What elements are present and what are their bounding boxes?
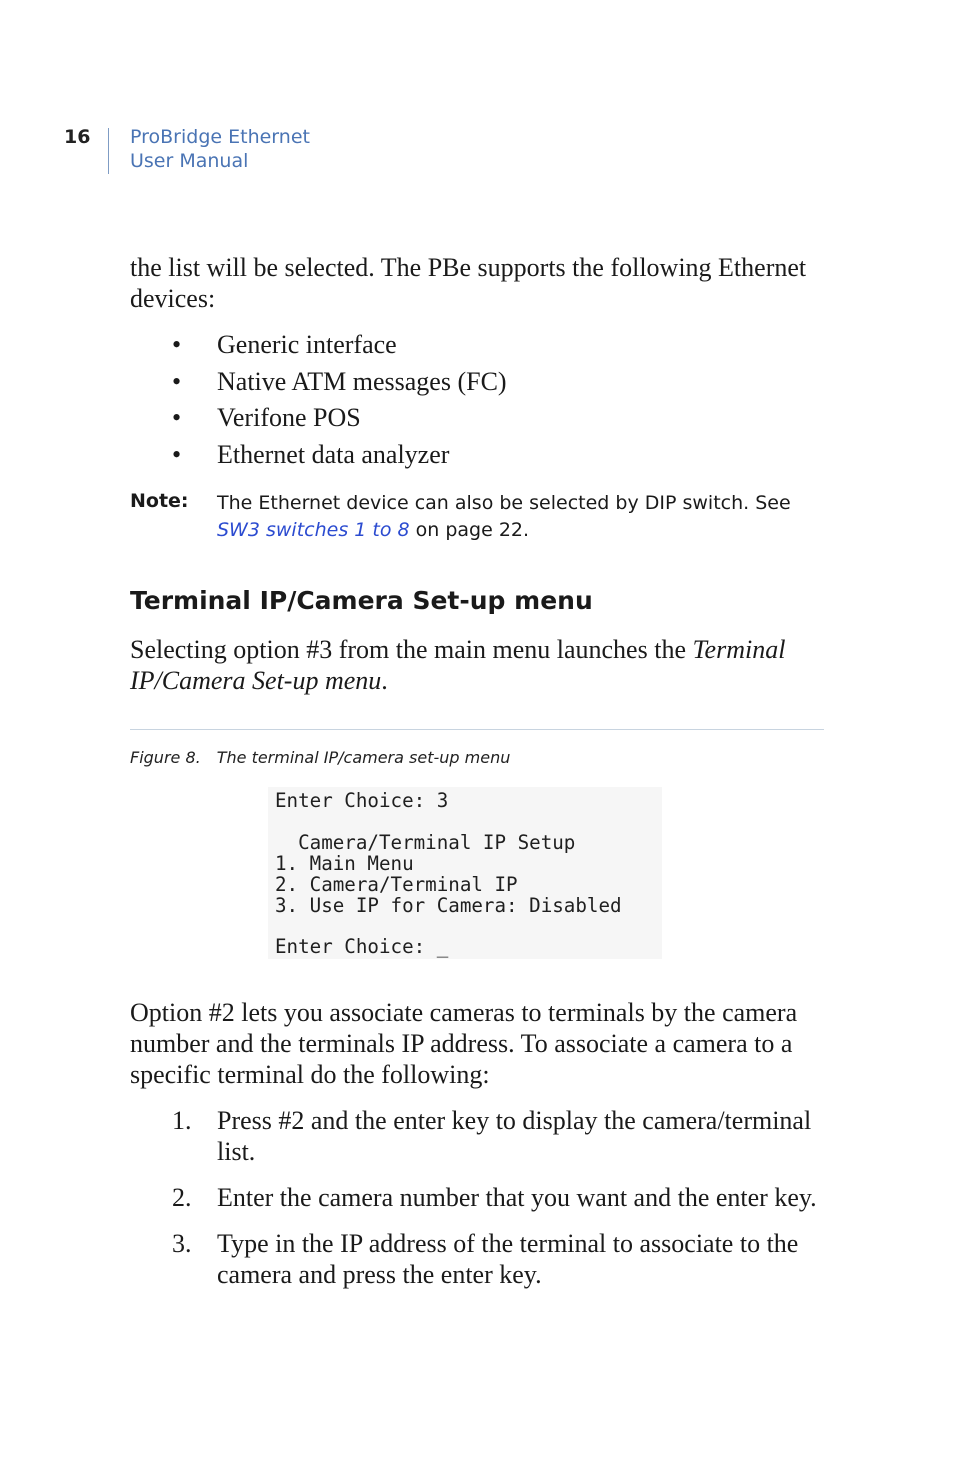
- note-text-before: The Ethernet device can also be selected by DIP switch. See: [217, 492, 791, 514]
- option-paragraph: Option #2 lets you associate cameras to terminals by the camera number and the terminals IP address. To associate a camera to a specific terminal do the following:: [130, 998, 798, 1089]
- list-item-text: Native ATM messages (FC): [217, 366, 507, 396]
- bullet: •: [172, 403, 182, 432]
- bullet: •: [172, 366, 182, 396]
- section-paragraph: [130, 634, 830, 696]
- step-number: 2.: [172, 1183, 192, 1212]
- list-item-text: Verifone POS: [217, 403, 361, 432]
- step-text: Enter the camera number that you want and the enter key.: [217, 1183, 817, 1212]
- terminal-line: 2. Camera/Terminal IP: [275, 873, 518, 896]
- terminal-line: 3. Use IP for Camera: Disabled: [275, 894, 622, 917]
- figure-divider: [130, 729, 824, 730]
- header-divider: [108, 128, 109, 174]
- list-item-text: Generic interface: [217, 330, 397, 359]
- section-heading: Terminal IP/Camera Set-up menu: [130, 586, 593, 615]
- terminal-line: 1. Main Menu: [275, 852, 414, 875]
- figure-title: The terminal IP/camera set-up menu: [216, 748, 511, 767]
- menu-name-emphasis: Terminal IP/Camera Set-up menu: [130, 635, 786, 695]
- figure-number: Figure 8.: [130, 748, 201, 767]
- intro-paragraph: the list will be selected. The PBe supports the following Ethernet devices:: [130, 253, 807, 313]
- section-para-before: Selecting option #3 from the main menu launches the: [130, 635, 693, 664]
- doc-title-line1: ProBridge Ethernet: [130, 126, 310, 148]
- note-label: Note:: [130, 490, 189, 512]
- page-number: 16: [64, 126, 91, 148]
- step-item: [130, 1105, 830, 1167]
- bullet: •: [172, 330, 182, 359]
- figure-caption: [130, 748, 510, 767]
- step-item: [130, 1182, 830, 1213]
- bullet: •: [172, 439, 182, 469]
- step-number: 3.: [172, 1229, 192, 1258]
- section-para-after: .: [381, 666, 388, 695]
- note-text-after: on page 22.: [409, 519, 530, 541]
- cross-reference-link[interactable]: SW3 switches 1 to 8: [217, 519, 410, 541]
- step-text: Type in the IP address of the terminal to associate to the camera and press the enter key.: [217, 1229, 799, 1289]
- step-text: Press #2 and the enter key to display the camera/terminal list.: [217, 1106, 812, 1166]
- step-number: 1.: [172, 1106, 192, 1135]
- procedure-steps: [130, 1105, 830, 1305]
- terminal-line: Camera/Terminal IP Setup: [275, 831, 576, 854]
- terminal-line: Enter Choice: _: [275, 935, 449, 958]
- terminal-line: Enter Choice: 3: [275, 789, 449, 812]
- terminal-screenshot: [268, 787, 662, 959]
- list-item-text: Ethernet data analyzer: [217, 439, 450, 469]
- step-item: [130, 1228, 830, 1290]
- doc-title-line2: User Manual: [130, 150, 249, 172]
- running-header: [130, 125, 310, 173]
- note-text: [217, 490, 817, 544]
